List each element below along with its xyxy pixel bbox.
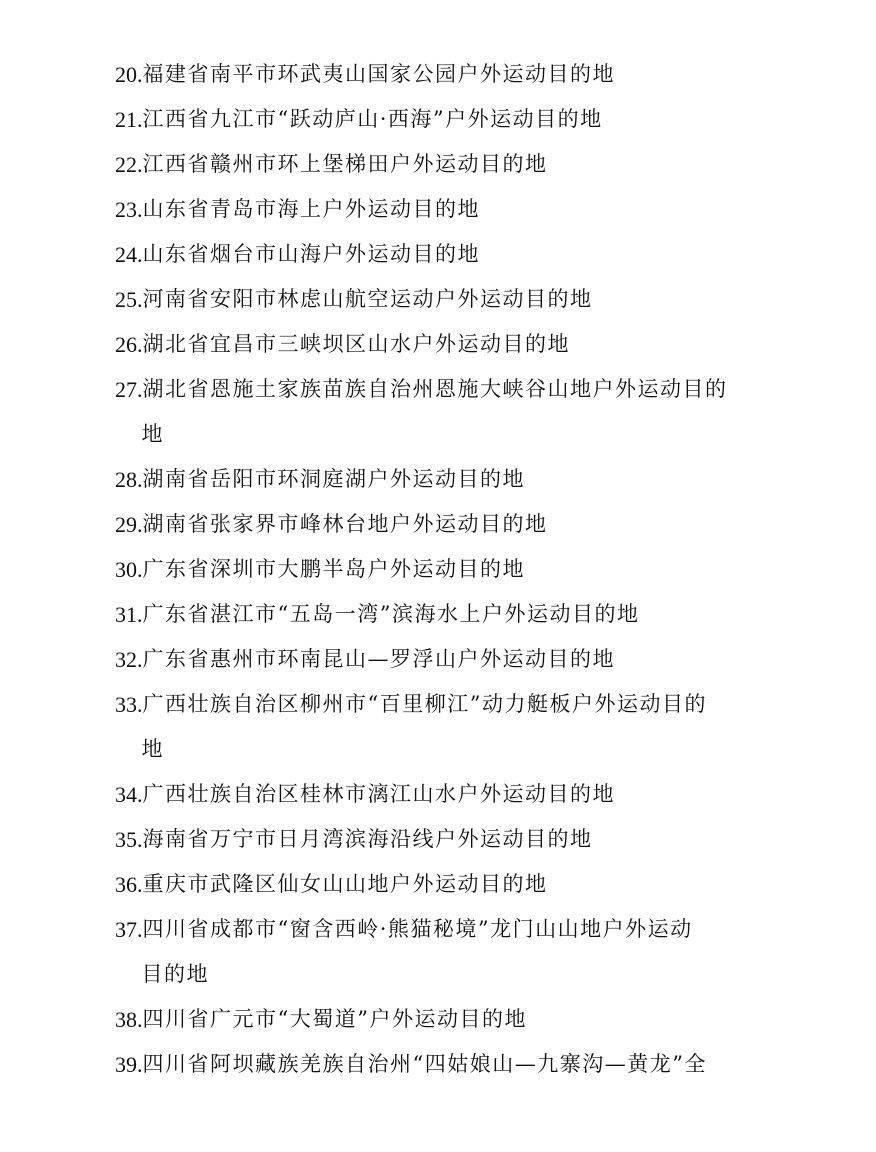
- item-text-continuation: 目的地: [141, 962, 209, 986]
- item-text: 湖北省宜昌市三峡坝区山水户外运动目的地: [142, 332, 570, 356]
- item-text: 山东省烟台市山海户外运动目的地: [142, 242, 480, 266]
- list-item: [115, 52, 755, 97]
- item-number: 33.: [115, 692, 143, 717]
- item-text: 湖南省张家界市峰林台地户外运动目的地: [142, 512, 548, 536]
- item-number: 36.: [115, 872, 143, 897]
- item-text-continuation: 地: [141, 422, 164, 446]
- list-item: [115, 862, 755, 907]
- list-item: [115, 907, 755, 997]
- item-text-line: 四川省成都市“窗含西岭·熊猫秘境”龙门山山地户外运动: [142, 917, 693, 941]
- list-item: [115, 547, 755, 592]
- item-number: 34.: [115, 782, 143, 807]
- item-text: 山东省青岛市海上户外运动目的地: [142, 197, 480, 221]
- list-item: [115, 97, 755, 142]
- destination-list: [115, 52, 755, 1087]
- item-number: 22.: [115, 152, 143, 177]
- list-item: [115, 637, 755, 682]
- item-text: [143, 907, 756, 997]
- item-text: 福建省南平市环武夷山国家公园户外运动目的地: [142, 62, 615, 86]
- list-item: [115, 592, 755, 637]
- item-number: 35.: [115, 827, 143, 852]
- item-text: 湖南省岳阳市环洞庭湖户外运动目的地: [142, 467, 525, 491]
- list-item: [115, 997, 755, 1042]
- list-item: [115, 232, 755, 277]
- item-number: 28.: [115, 467, 143, 492]
- item-text: 江西省九江市“跃动庐山·西海”户外运动目的地: [142, 107, 603, 131]
- item-number: 32.: [115, 647, 143, 672]
- item-text: [143, 367, 756, 457]
- item-text: 广东省惠州市环南昆山—罗浮山户外运动目的地: [142, 647, 615, 671]
- list-item: [115, 142, 755, 187]
- item-text: 四川省广元市“大蜀道”户外运动目的地: [142, 1007, 527, 1031]
- list-item: [115, 457, 755, 502]
- item-number: 23.: [115, 197, 143, 222]
- item-text: [143, 682, 756, 772]
- item-number: 29.: [115, 512, 143, 537]
- list-item: [115, 682, 755, 772]
- item-number: 39.: [115, 1052, 143, 1077]
- item-number: 38.: [115, 1007, 143, 1032]
- item-text: 海南省万宁市日月湾滨海沿线户外运动目的地: [142, 827, 593, 851]
- item-text-line: 广西壮族自治区柳州市“百里柳江”动力艇板户外运动目的: [142, 692, 707, 716]
- item-number: 21.: [115, 107, 143, 132]
- item-text: 河南省安阳市林虑山航空运动户外运动目的地: [142, 287, 593, 311]
- list-item: [115, 367, 755, 457]
- item-text: 江西省赣州市环上堡梯田户外运动目的地: [142, 152, 548, 176]
- item-number: 26.: [115, 332, 143, 357]
- item-text: 广东省深圳市大鹏半岛户外运动目的地: [142, 557, 525, 581]
- item-number: 25.: [115, 287, 143, 312]
- item-text-continuation: 地: [141, 737, 164, 761]
- item-text: 四川省阿坝藏族羌族自治州“四姑娘山—九寨沟—黄龙”全: [142, 1052, 707, 1076]
- list-item: [115, 187, 755, 232]
- list-item: [115, 277, 755, 322]
- item-text: 广东省湛江市“五岛一湾”滨海水上户外运动目的地: [142, 602, 640, 626]
- item-number: 24.: [115, 242, 143, 267]
- list-item: [115, 1042, 755, 1087]
- item-number: 20.: [115, 62, 143, 87]
- list-item: [115, 817, 755, 862]
- list-item: [115, 502, 755, 547]
- item-number: 27.: [115, 377, 143, 402]
- item-number: 30.: [115, 557, 143, 582]
- list-item: [115, 772, 755, 817]
- item-text: 重庆市武隆区仙女山山地户外运动目的地: [142, 872, 548, 896]
- list-item: [115, 322, 755, 367]
- item-number: 31.: [115, 602, 143, 627]
- item-text: 广西壮族自治区桂林市漓江山水户外运动目的地: [142, 782, 615, 806]
- item-number: 37.: [115, 917, 143, 942]
- item-text-line: 湖北省恩施土家族苗族自治州恩施大峡谷山地户外运动目的: [142, 377, 728, 401]
